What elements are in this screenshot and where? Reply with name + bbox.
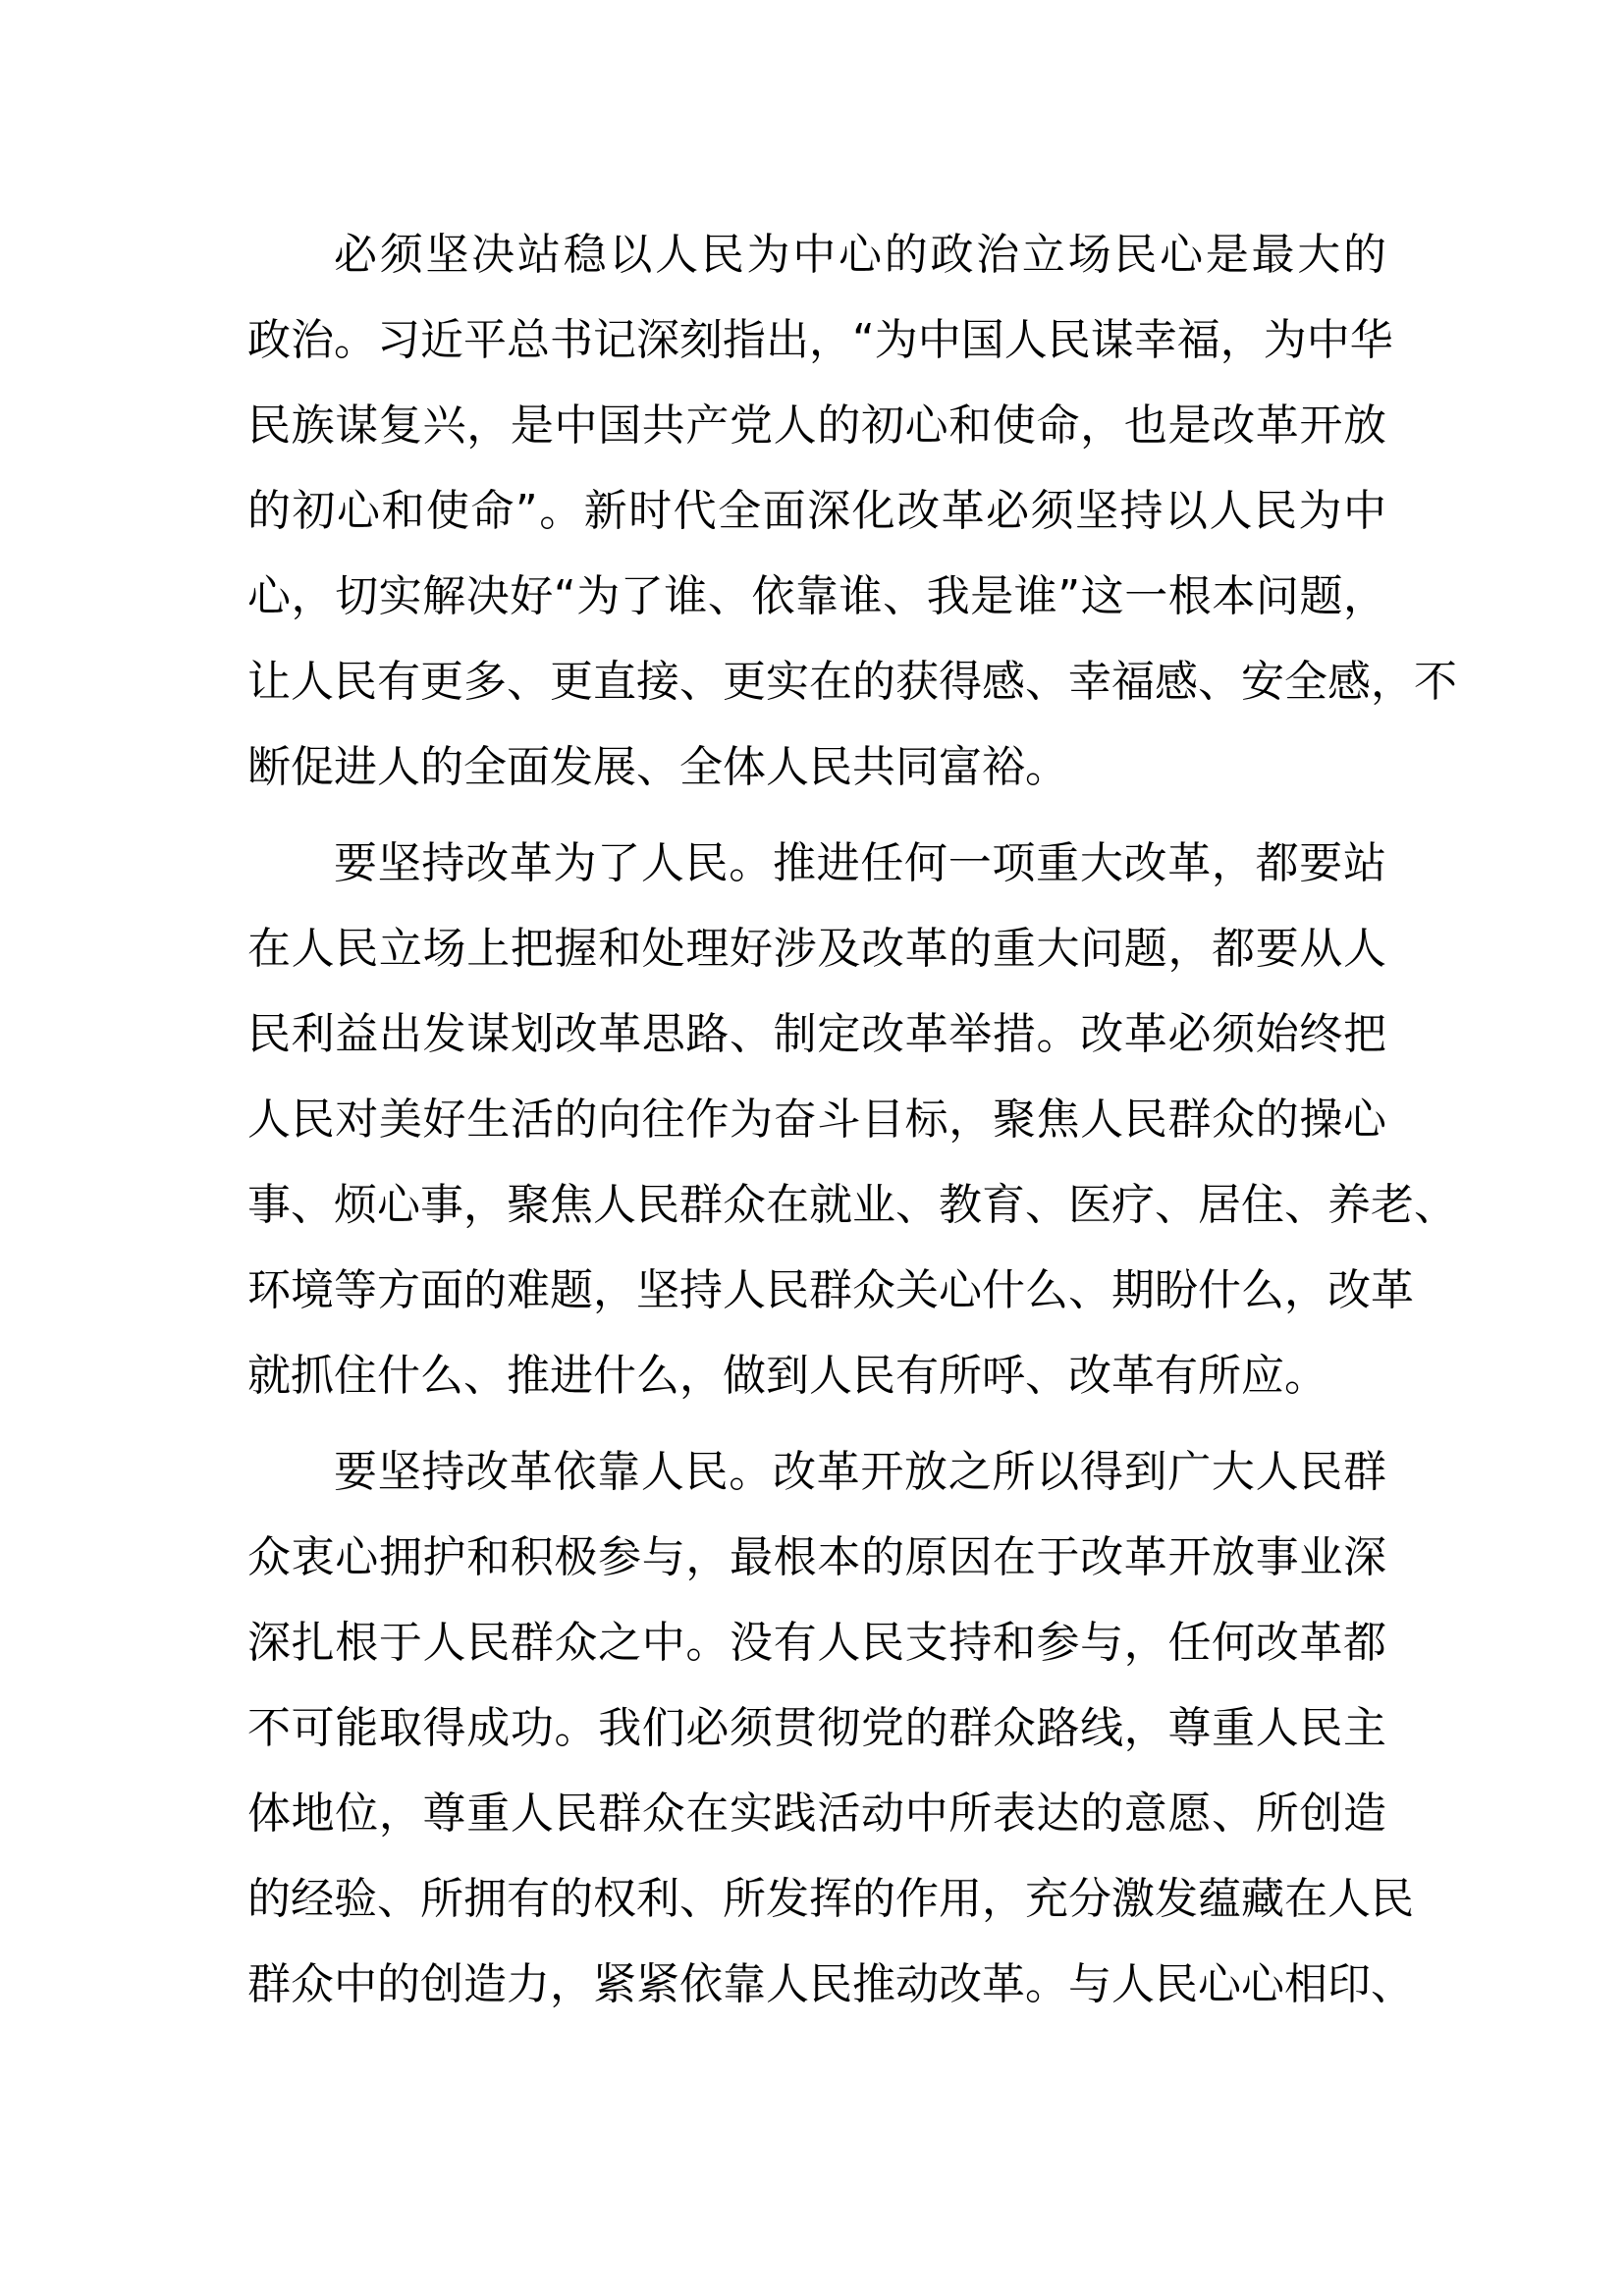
paragraph-line: 在人民立场上把握和处理好涉及改革的重大问题，都要从人 xyxy=(247,924,1386,974)
paragraph-line: 心，切实解决好“为了谁、依靠谁、我是谁”这一根本问题， xyxy=(247,571,1386,621)
paragraph-line: 事、烦心事，聚焦人民群众在就业、教育、医疗、居住、养老、 xyxy=(247,1180,1457,1230)
paragraph-line: 不可能取得成功。我们必须贯彻党的群众路线，尊重人民主 xyxy=(247,1703,1386,1753)
paragraph-line: 民族谋复兴，是中国共产党人的初心和使命，也是改革开放 xyxy=(247,400,1386,451)
paragraph-line: 必须坚决站稳以人民为中心的政治立场民心是最大的 xyxy=(334,230,1386,280)
paragraph-line: 就抓住什么、推进什么，做到人民有所呼、改革有所应。 xyxy=(247,1351,1327,1401)
paragraph-line: 众衷心拥护和积极参与，最根本的原因在于改革开放事业深 xyxy=(247,1532,1386,1582)
paragraph-line: 政治。习近平总书记深刻指出，“为中国人民谋幸福，为中华 xyxy=(247,315,1393,365)
paragraph-line: 群众中的创造力，紧紧依靠人民推动改革。与人民心心相印、 xyxy=(247,1959,1414,2009)
paragraph-line: 要坚持改革依靠人民。改革开放之所以得到广大人民群 xyxy=(334,1447,1386,1497)
paragraph-line: 让人民有更多、更直接、更实在的获得感、幸福感、安全感，不 xyxy=(247,657,1457,707)
paragraph-line: 环境等方面的难题，坚持人民群众关心什么、期盼什么，改革 xyxy=(247,1265,1414,1315)
paragraph-line: 体地位，尊重人民群众在实践活动中所表达的意愿、所创造 xyxy=(247,1789,1386,1839)
paragraph-line: 的初心和使命”。新时代全面深化改革必须坚持以人民为中 xyxy=(247,486,1386,536)
paragraph-line: 断促进人的全面发展、全体人民共同富裕。 xyxy=(247,742,1068,792)
paragraph-line: 人民对美好生活的向往作为奋斗目标，聚焦人民群众的操心 xyxy=(247,1095,1386,1145)
paragraph-line: 深扎根于人民群众之中。没有人民支持和参与，任何改革都 xyxy=(247,1618,1386,1668)
paragraph-line: 民利益出发谋划改革思路、制定改革举措。改革必须始终把 xyxy=(247,1009,1386,1059)
paragraph-line: 要坚持改革为了人民。推进任何一项重大改革，都要站 xyxy=(334,838,1386,888)
paragraph-line: 的经验、所拥有的权利、所发挥的作用，充分激发蕴藏在人民 xyxy=(247,1874,1414,1924)
